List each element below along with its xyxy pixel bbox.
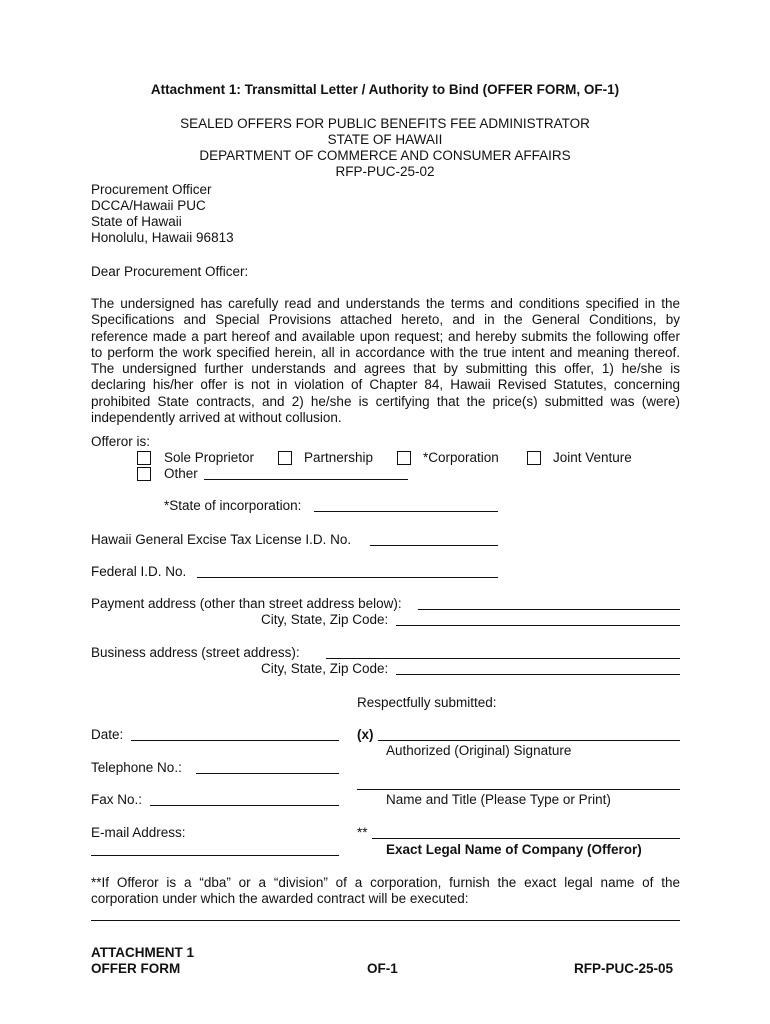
signature-caption: Authorized (Original) Signature bbox=[386, 743, 572, 758]
signature-input-line[interactable] bbox=[378, 740, 680, 741]
other-input-line[interactable] bbox=[204, 479, 408, 480]
footer-attachment: ATTACHMENT 1 bbox=[91, 945, 194, 960]
date-input-line[interactable] bbox=[131, 740, 339, 741]
joint-venture-label: Joint Venture bbox=[553, 450, 632, 465]
partnership-label: Partnership bbox=[304, 450, 374, 465]
footnote-input-line[interactable] bbox=[91, 920, 680, 921]
offeror-label: Offeror is: bbox=[91, 434, 151, 449]
x-mark: (x) bbox=[357, 727, 374, 742]
address-line-2: DCCA/Hawaii PUC bbox=[91, 198, 206, 213]
email-label: E-mail Address: bbox=[91, 825, 186, 840]
business-address-label: Business address (street address): bbox=[91, 645, 300, 660]
body-line: prohibited State contracts, and 2) he/she is certifying that the price(s) submitted was (were) bbox=[91, 393, 680, 409]
payment-address-input-line[interactable] bbox=[418, 609, 680, 610]
telephone-input-line[interactable] bbox=[196, 773, 339, 774]
footnote-line: corporation under which the awarded contract will be executed: bbox=[91, 891, 469, 907]
email-input-line[interactable] bbox=[91, 855, 339, 856]
business-address-input-line[interactable] bbox=[326, 658, 680, 659]
body-line: independently arrived at without collusion. bbox=[91, 410, 342, 426]
corporation-label: *Corporation bbox=[423, 450, 499, 465]
header-line-4: RFP-PUC-25-02 bbox=[335, 164, 435, 179]
name-title-input-line[interactable] bbox=[357, 789, 680, 790]
respectfully-submitted: Respectfully submitted: bbox=[357, 695, 497, 710]
federal-id-input-line[interactable] bbox=[197, 577, 498, 578]
form-title: Attachment 1: Transmittal Letter / Authority to Bind (OFFER FORM, OF-1) bbox=[150, 82, 620, 97]
date-label: Date: bbox=[91, 727, 124, 742]
payment-city-label: City, State, Zip Code: bbox=[261, 612, 389, 627]
double-star: ** bbox=[357, 825, 368, 840]
footer-offer-form: OFFER FORM bbox=[91, 961, 181, 976]
body-line: reference made a part hereof and available upon request; and hereby submits the following offer bbox=[91, 328, 680, 344]
other-label: Other bbox=[164, 466, 198, 481]
sole-proprietor-label: Sole Proprietor bbox=[164, 450, 255, 465]
address-line-3: State of Hawaii bbox=[91, 214, 182, 229]
business-city-input-line[interactable] bbox=[396, 674, 680, 675]
legal-name-caption: Exact Legal Name of Company (Offeror) bbox=[386, 842, 642, 857]
footnote-line: **If Offeror is a “dba” or a “division” of a corporation, furnish the exact legal name of the bbox=[91, 875, 680, 890]
ge-tax-label: Hawaii General Excise Tax License I.D. No. bbox=[91, 532, 352, 547]
salutation: Dear Procurement Officer: bbox=[91, 264, 249, 279]
header-line-3: DEPARTMENT OF COMMERCE AND CONSUMER AFFAIRS bbox=[199, 148, 571, 163]
sole-proprietor-checkbox[interactable] bbox=[137, 451, 151, 465]
body-line: declaring his/her offer is not in violation of Chapter 84, Hawaii Revised Statutes, concerning bbox=[91, 377, 680, 393]
state-incorporation-input-line[interactable] bbox=[314, 511, 498, 512]
business-city-label: City, State, Zip Code: bbox=[261, 661, 389, 676]
other-checkbox[interactable] bbox=[137, 467, 151, 481]
body-line: to perform the work specified herein, all in accordance with the true intent and meaning thereof. bbox=[91, 344, 680, 360]
header-line-2: STATE OF HAWAII bbox=[327, 132, 443, 147]
header-line-1: SEALED OFFERS FOR PUBLIC BENEFITS FEE ADMINISTRATOR bbox=[180, 116, 590, 131]
corporation-checkbox[interactable] bbox=[397, 451, 411, 465]
payment-address-label: Payment address (other than street address below): bbox=[91, 596, 402, 611]
fax-input-line[interactable] bbox=[150, 805, 339, 806]
telephone-label: Telephone No.: bbox=[91, 760, 182, 775]
name-title-caption: Name and Title (Please Type or Print) bbox=[386, 792, 611, 807]
address-line-1: Procurement Officer bbox=[91, 182, 212, 197]
fax-label: Fax No.: bbox=[91, 792, 143, 807]
address-line-4: Honolulu, Hawaii 96813 bbox=[91, 230, 234, 245]
body-paragraph bbox=[91, 296, 680, 426]
body-line: The undersigned further understands and agrees that by submitting this offer, 1) he/she is bbox=[91, 361, 680, 377]
legal-name-input-line[interactable] bbox=[372, 838, 680, 839]
ge-tax-input-line[interactable] bbox=[370, 545, 498, 546]
body-line: The undersigned has carefully read and understands the terms and conditions specified in the bbox=[91, 296, 680, 311]
federal-id-label: Federal I.D. No. bbox=[91, 564, 187, 579]
joint-venture-checkbox[interactable] bbox=[527, 451, 541, 465]
state-incorporation-label: *State of incorporation: bbox=[164, 498, 302, 513]
footnote bbox=[91, 875, 680, 908]
body-line: Specifications and Special Provisions attached hereto, and in the General Conditions, by bbox=[91, 312, 680, 328]
partnership-checkbox[interactable] bbox=[278, 451, 292, 465]
footer-page-id: OF-1 bbox=[367, 961, 398, 976]
footer-rfp-number: RFP-PUC-25-05 bbox=[574, 961, 674, 976]
payment-city-input-line[interactable] bbox=[396, 625, 680, 626]
